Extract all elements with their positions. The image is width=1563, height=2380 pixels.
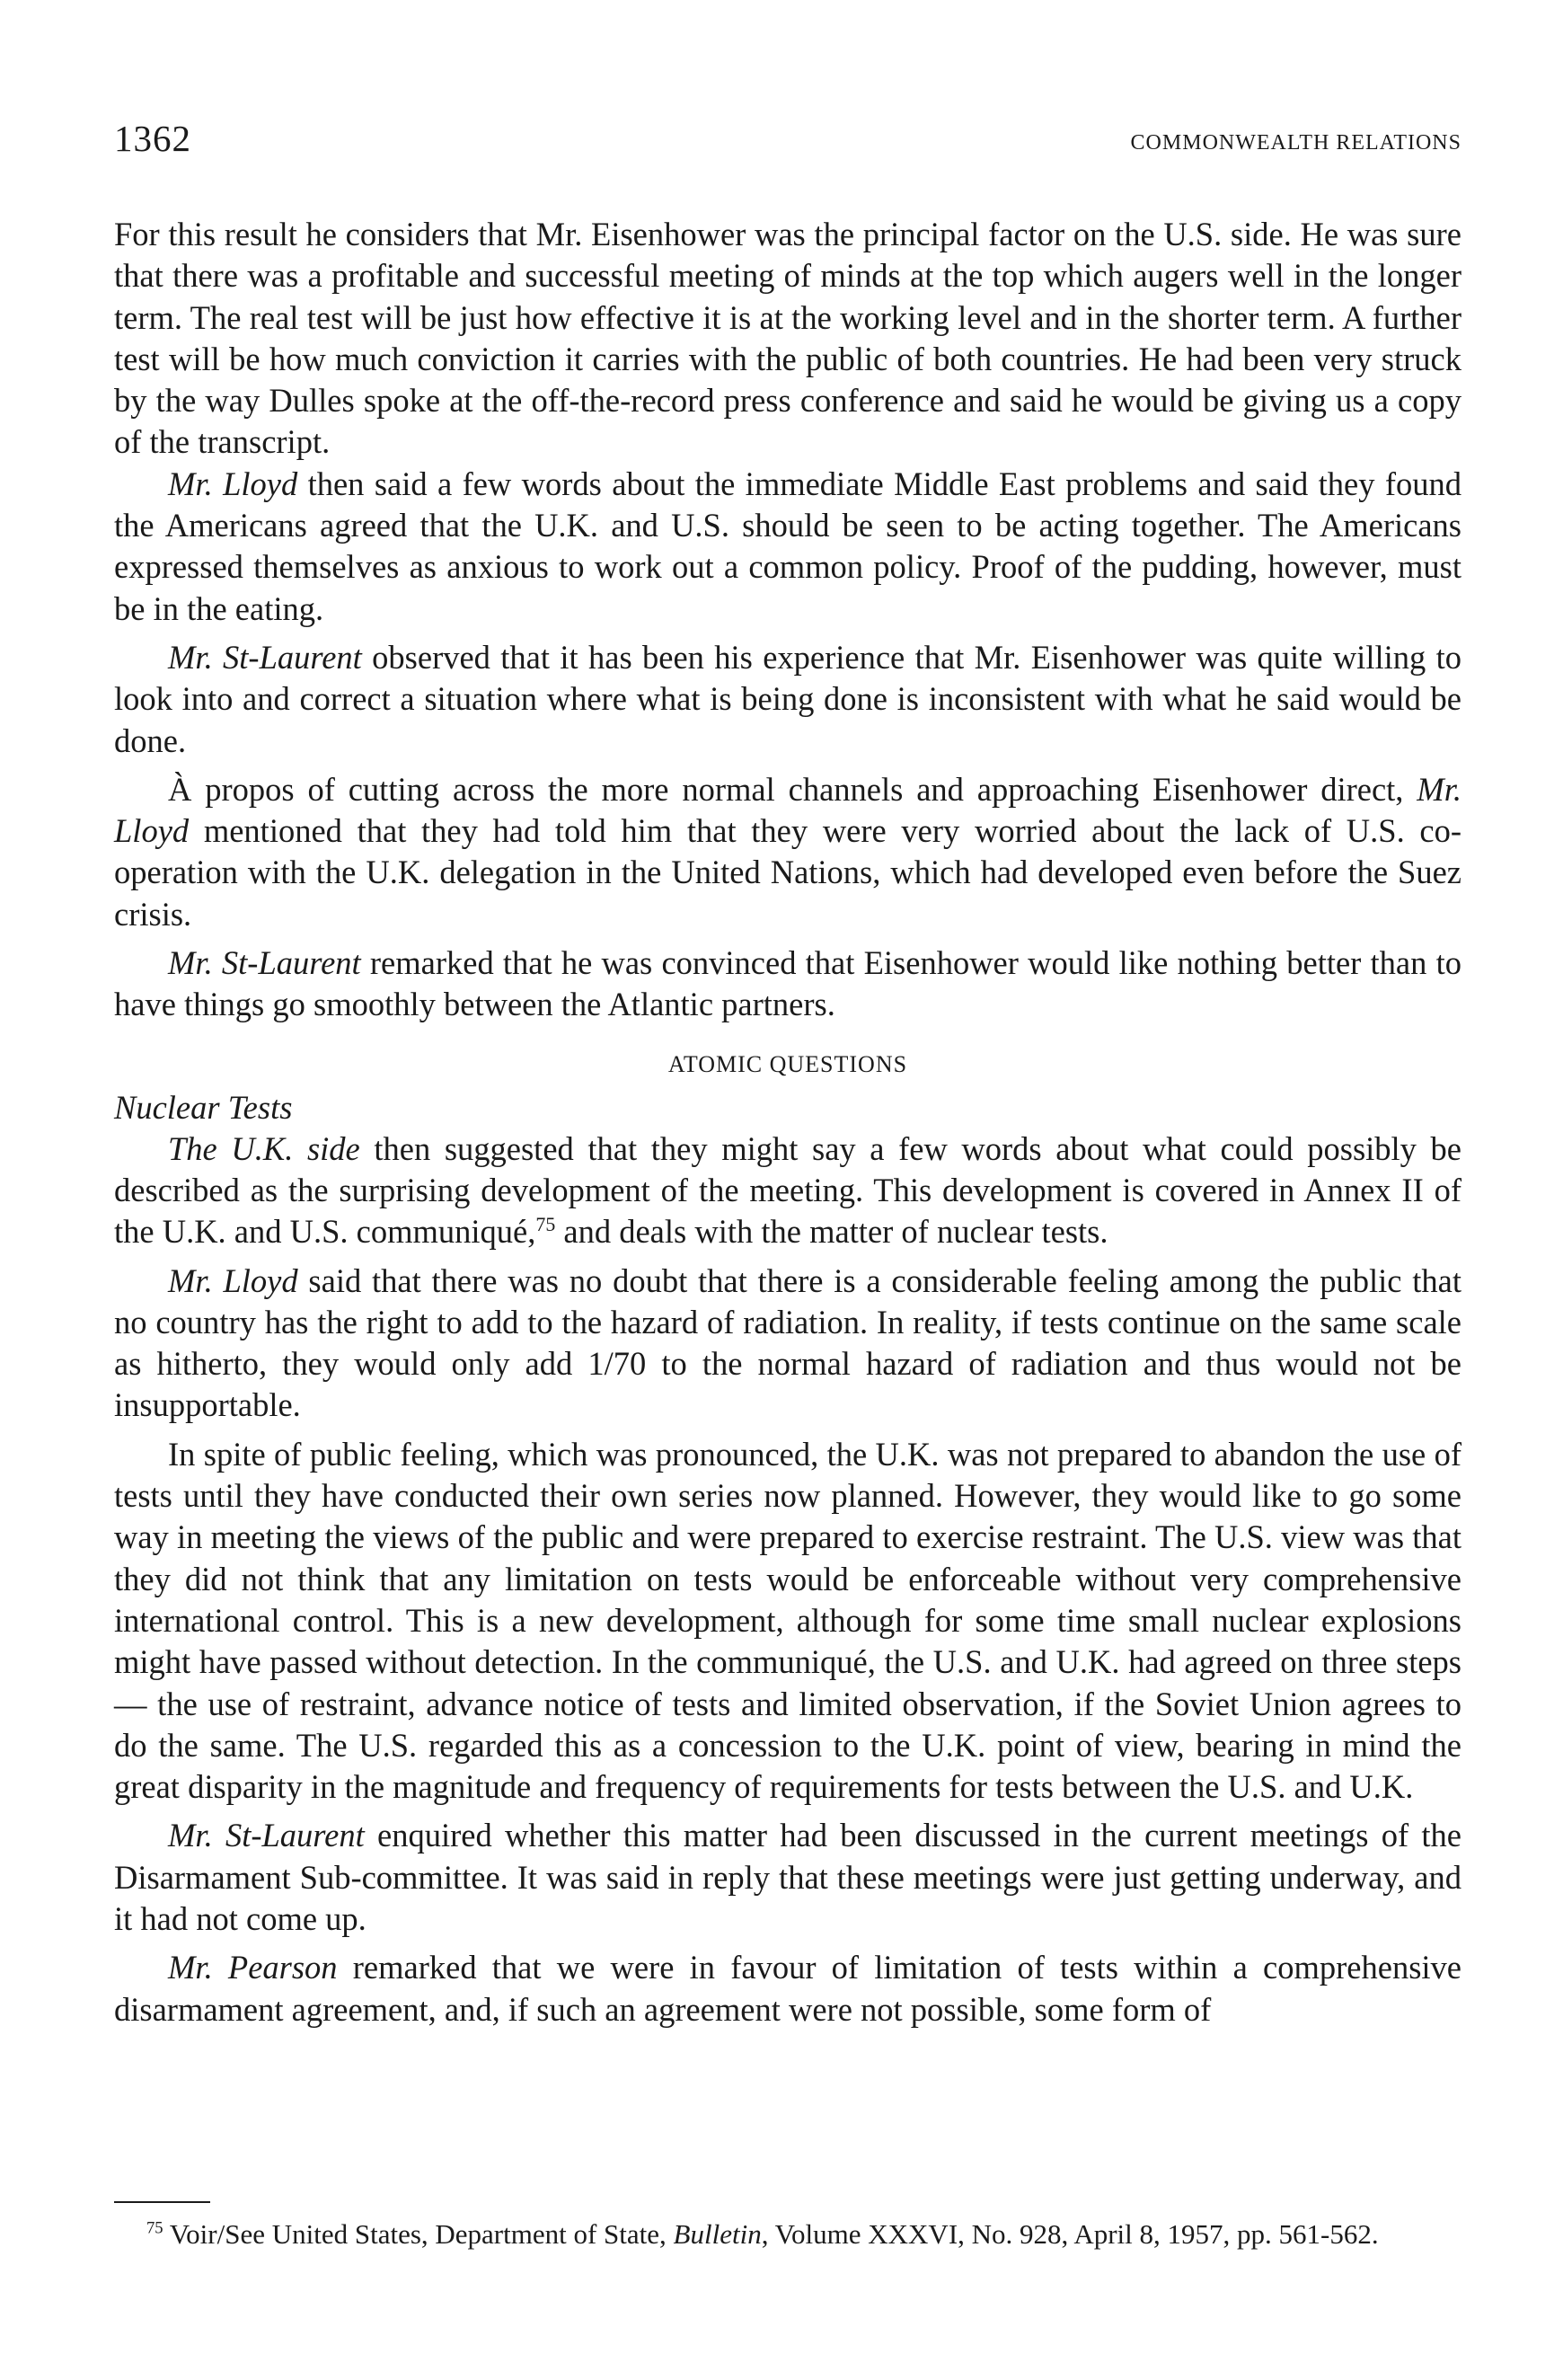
- speaker-name: Mr. Lloyd: [168, 464, 298, 502]
- page-number: 1362: [114, 118, 191, 159]
- paragraph-text: remarked that we were in favour of limitation of tests within a comprehensive disarmament agreement, and, if such an agreement were not possible, some form of: [114, 1949, 1461, 2028]
- speaker-name: Mr. St-Laurent: [168, 1817, 365, 1854]
- paragraph-text: then suggested that they might say a few words about what could possibly be described as the surprising development of the meeting. This development is covered in Annex II of the U.K. and U.S. communiqué,: [114, 1129, 1462, 1251]
- footnote: [114, 2216, 1461, 2252]
- speaker-name: Mr. St-Laurent: [168, 638, 362, 676]
- paragraph-9: [114, 1815, 1461, 1940]
- section-heading: ATOMIC QUESTIONS: [667, 1050, 908, 1077]
- paragraph-10: [114, 1947, 1461, 2031]
- speaker-name: Mr. St-Laurent: [168, 944, 361, 982]
- paragraph-text: mentioned that they had told him that they were very worried about the lack of U.S. co-operation with the U.K. delegation in the United Nations, which had developed even before the Suez crisis.: [114, 812, 1461, 933]
- footnote-reference[interactable]: 75: [535, 1213, 556, 1236]
- footnote-publication: Bulletin: [673, 2218, 762, 2250]
- paragraph-text: remarked that he was convinced that Eisenhower would like nothing better than to have things go smoothly between the Atlantic partners.: [114, 944, 1461, 1023]
- page-header: [114, 108, 1461, 162]
- paragraph-text: À propos of cutting across the more normal channels and approaching Eisenhower direct,: [168, 770, 1417, 808]
- sub-heading: Nuclear Tests: [114, 1088, 293, 1126]
- paragraph-7: [114, 1261, 1461, 1427]
- footnote-divider: [114, 2201, 210, 2203]
- footnote-text: , Volume XXXVI, No. 928, April 8, 1957, pp. 561-562.: [761, 2218, 1379, 2250]
- body-text: [114, 214, 1461, 2031]
- page-content: [114, 108, 1461, 2031]
- paragraph-4: [114, 769, 1461, 935]
- paragraph-3: [114, 637, 1461, 762]
- speaker-name: Mr. Lloyd: [168, 1261, 298, 1299]
- paragraph-2: [114, 464, 1461, 630]
- footnote-number: 75: [146, 2218, 163, 2238]
- speaker-name: The U.K. side: [168, 1129, 360, 1167]
- paragraph-text: then said a few words about the immediate Middle East problems and said they found the Americans agreed that the U.K. and U.S. should be seen to be acting together. The Americans expressed themselves as anxious to work out a common policy. Proof of the pudding, however, must be in the eating.: [114, 464, 1461, 627]
- running-head: COMMONWEALTH RELATIONS: [1130, 131, 1461, 155]
- footnote-text: Voir/See United States, Department of State,: [163, 2218, 674, 2250]
- paragraph-text: said that there was no doubt that there is a considerable feeling among the public that no country has the right to add to the hazard of radiation. In reality, if tests continue on the same scale as hitherto, they would only add 1/70 to the normal hazard of radiation and thus would not be insupportable.: [114, 1261, 1461, 1424]
- paragraph-6: [114, 1128, 1461, 1253]
- speaker-name: Mr. Pearson: [168, 1949, 338, 1986]
- paragraph-text: observed that it has been his experience that Mr. Eisenhower was quite willing to look into and correct a situation where what is being done is inconsistent with what he said would be done.: [114, 638, 1461, 759]
- paragraph-5: [114, 942, 1461, 1026]
- paragraph-text: and deals with the matter of nuclear tests.: [555, 1213, 1108, 1251]
- speaker-name: Mr. Lloyd: [114, 770, 1461, 850]
- paragraph-8: In spite of public feeling, which was pronounced, the U.K. was not prepared to abandon the use of tests until they have conducted their own series now planned. However, they would like to go some way in meeting the views of the public and were prepared to exercise restraint. The U.S. view was that they did not think that any limitation on tests would be enforceable without very comprehensive international control. This is a new development, although for some time small nuclear explosions might have passed without detection. In the communiqué, the U.S. and U.K. had agreed on three steps — the use of restraint, advance notice of tests and limited observation, if the Soviet Union agrees to do the same. The U.S. regarded this as a concession to the U.K. point of view, bearing in mind the great disparity in the magnitude and frequency of requirements for tests between the U.S. and U.K.: [114, 1435, 1461, 1806]
- paragraph-text: enquired whether this matter had been discussed in the current meetings of the Disarmament Sub-committee. It was said in reply that these meetings were just getting underway, and it had not come up.: [114, 1817, 1461, 1937]
- paragraph-1: For this result he considers that Mr. Eisenhower was the principal factor on the U.S. side. He was sure that there was a profitable and successful meeting of minds at the top which augers well in the longer term. The real test will be just how effective it is at the working level and in the shorter term. A further test will be how much conviction it carries with the public of both countries. He had been very struck by the way Dulles spoke at the off-the-record press conference and said he would be giving us a copy of the transcript.: [114, 216, 1461, 461]
